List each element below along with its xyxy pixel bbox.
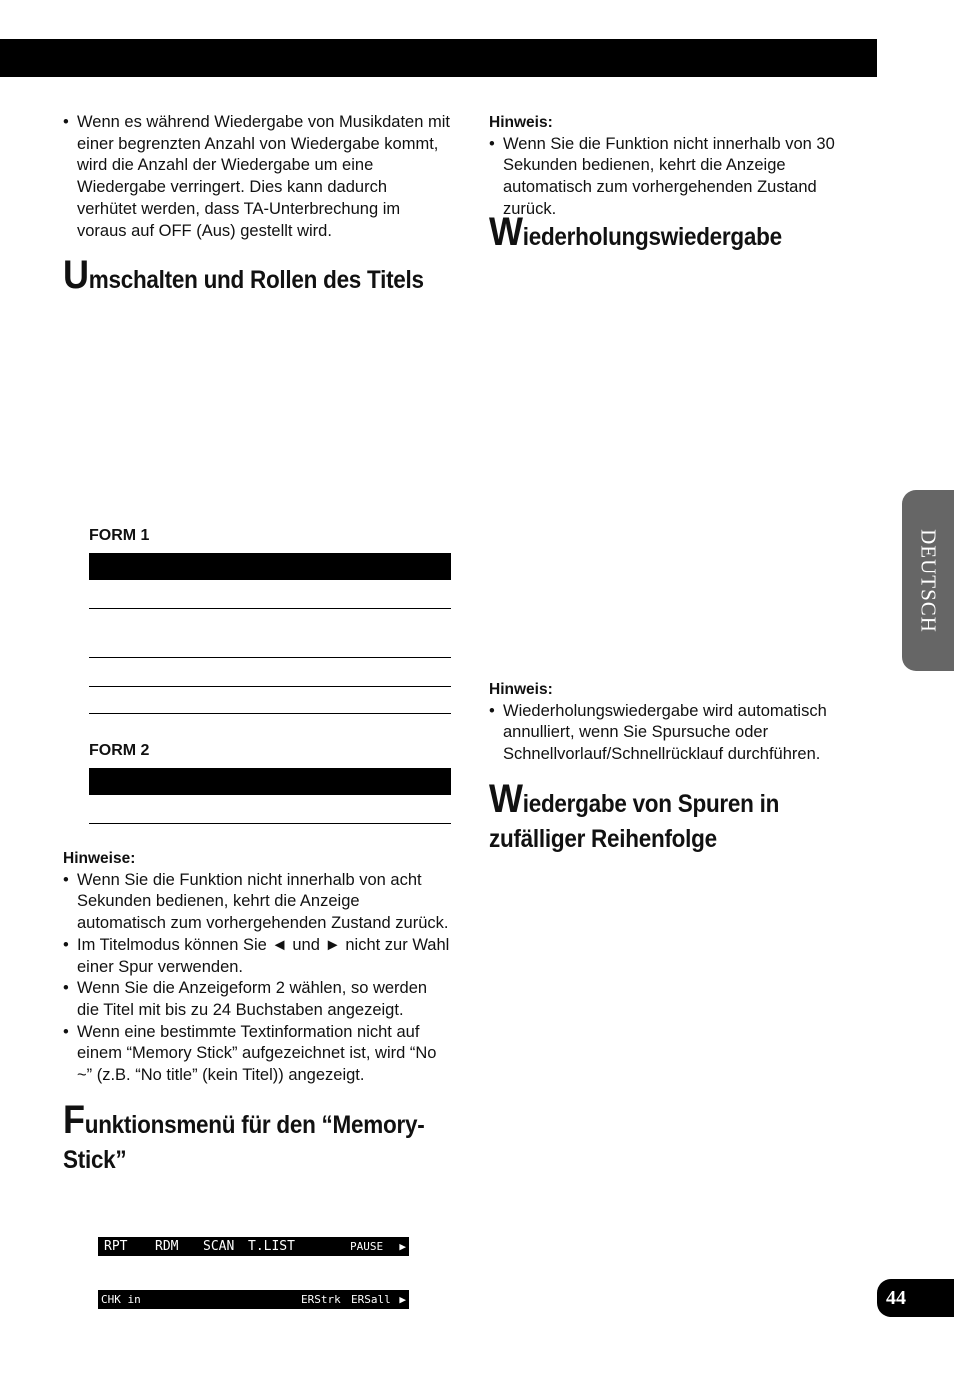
note-heading: Hinweis: [489,681,553,698]
list-item: • Wenn Sie die Anzeigeform 2 wählen, so werden die Titel mit bis zu 24 Buchstaben angezeigt. [63,978,451,1021]
heading-text: unktionsmenü für den “Memory-Stick” [63,1111,425,1174]
note-block-2 [489,679,874,766]
note-heading: Hinweis: [489,114,553,131]
lcd-item-pause: PAUSE [350,1240,384,1253]
page-number: 44 [886,1287,906,1309]
arrow-right-icon: ▶ [399,1240,406,1253]
language-tab [902,490,954,671]
heading-text: mschalten und Rollen des Titels [88,266,424,294]
note-list [489,134,874,221]
lcd-item-tlist: T.LIST [248,1239,295,1254]
list-item: • Wiederholungswiedergabe wird automatisch annulliert, wenn Sie Spursuche oder Schnellvorlauf/Schnellrücklauf durchführen. [489,701,874,766]
lcd-display-menu-1 [98,1237,409,1256]
notes-list [63,870,451,1087]
header-bar [0,39,877,77]
heading-initial: W [489,777,523,821]
table-rule [89,823,451,824]
list-item: • Wenn Sie die Funktion nicht innerhalb von 30 Sekunden bedienen, kehrt die Anzeige automatisch zum vorhergehenden Zustand zurück. [489,134,874,221]
lcd-item-rpt: RPT [104,1239,128,1254]
section-heading-wiederholung [489,210,867,255]
table-rule [89,686,451,687]
lcd-item-scan: SCAN [203,1239,235,1254]
list-item: • Wenn Sie die Funktion nicht innerhalb von acht Sekunden bedienen, kehrt die Anzeige automatisch zum vorhergehenden Zustand zurück. [63,870,451,935]
form1-label: FORM 1 [89,527,150,544]
notes-block [63,848,451,1087]
section-heading-titel [63,253,459,298]
note-block-1 [489,112,874,221]
lcd-item-chk: CHK in [101,1293,141,1306]
heading-initial: F [63,1098,85,1142]
lcd-item-erstrk: ERStrk [301,1293,341,1306]
section-heading-funktionsmenue [63,1098,452,1178]
notes-heading: Hinweise: [63,850,136,867]
arrow-right-icon: ▶ [399,1293,406,1306]
lcd-item-ersall: ERSall [351,1293,391,1306]
form1-table-header [89,553,451,580]
heading-initial: W [489,210,523,254]
heading-text: iedergabe von Spuren in zufälliger Reihenfolge [489,790,780,853]
list-item: • Wenn eine bestimmte Textinformation nicht auf einem “Memory Stick” aufgezeichnet ist, wird “No ~” (z.B. “No title” (kein Titel)) angezeigt. [63,1022,451,1087]
heading-text: iederholungswiedergabe [522,223,782,251]
form2-table-header [89,768,451,795]
heading-initial: U [63,253,89,297]
intro-list [63,112,451,242]
table-rule [89,608,451,609]
lcd-display-menu-2 [98,1290,409,1309]
table-rule [89,657,451,658]
note-list [489,701,874,766]
lcd-item-rdm: RDM [155,1239,179,1254]
left-column [63,112,451,242]
form2-label: FORM 2 [89,742,150,759]
section-heading-zufall [489,777,822,857]
list-item: • Im Titelmodus können Sie ◄ und ► nicht zur Wahl einer Spur verwenden. [63,935,451,978]
page-number-badge [877,1279,954,1317]
list-item: • Wenn es während Wiedergabe von Musikdaten mit einer begrenzten Anzahl von Wiedergabe kommt, wird die Anzahl der Wiedergabe um eine Wiedergabe verringert. Dies kann dadurch verhütet werden, dass TA-Unterbrechung im voraus auf OFF (Aus) gestellt wird. [63,112,451,242]
table-rule [89,713,451,714]
language-tab-label: DEUTSCH [916,528,941,633]
